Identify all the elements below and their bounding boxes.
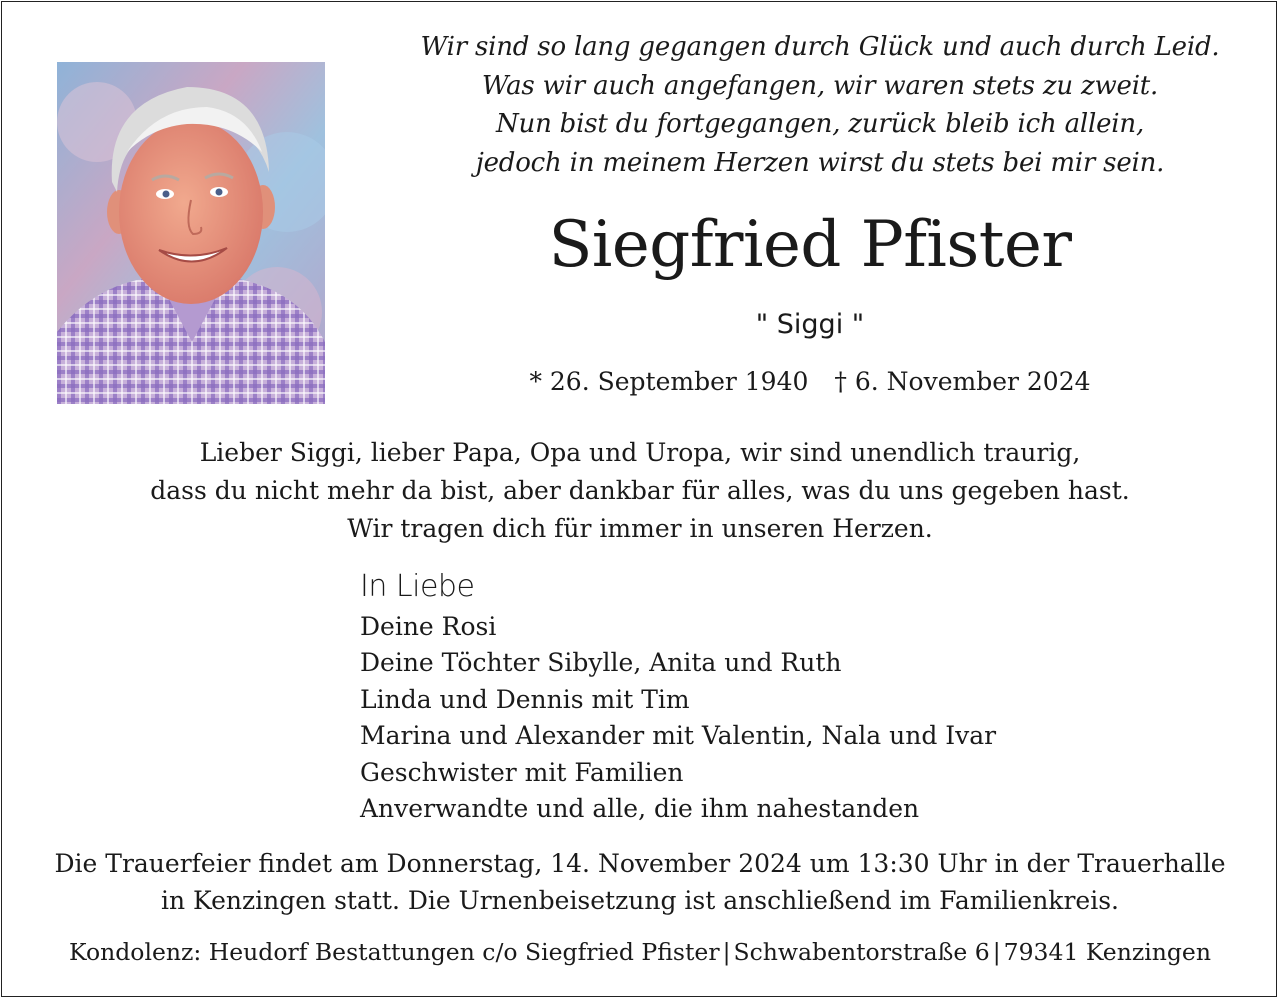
deceased-name: Siegfried Pfister xyxy=(548,208,1072,282)
poem-line: Wir sind so lang gegangen durch Glück und auch durch Leid. xyxy=(420,32,1220,62)
separator: | xyxy=(992,938,1001,966)
city-address: 79341 Kenzingen xyxy=(1003,938,1211,966)
poem-line: jedoch in meinem Herzen wirst du stets bei mir sein. xyxy=(475,147,1165,178)
birth-date: * 26. September 1940 xyxy=(529,367,809,396)
mourner-line: Geschwister mit Familien xyxy=(360,757,684,787)
mourner-line: Anverwandte und alle, die ihm nahestanden xyxy=(360,794,920,824)
condolence-recipient: Kondolenz: Heudorf Bestattungen c/o Siegfried Pfister xyxy=(69,938,720,966)
separator: | xyxy=(722,938,731,966)
portrait-photo xyxy=(57,62,325,404)
message-line: Lieber Siggi, lieber Papa, Opa und Uropa, wir sind unendlich traurig, xyxy=(199,438,1081,467)
life-dates xyxy=(370,362,1250,402)
condolence-address xyxy=(0,932,1280,972)
service-line: Die Trauerfeier findet am Donnerstag, 14. November 2024 um 13:30 Uhr in der Trauerhalle xyxy=(54,849,1226,878)
memorial-poem xyxy=(370,28,1270,182)
service-line: in Kenzingen statt. Die Urnenbeisetzung ist anschließend im Familienkreis. xyxy=(161,886,1119,915)
street-address: Schwabentorstraße 6 xyxy=(733,938,990,966)
mourners-list xyxy=(360,609,996,827)
message-line: dass du nicht mehr da bist, aber dankbar für alles, was du uns gegeben hast. xyxy=(150,476,1130,505)
mourner-line: Deine Rosi xyxy=(360,612,497,641)
poem-line: Nun bist du fortgegangen, zurück bleib ich allein, xyxy=(495,109,1145,139)
poem-line: Was wir auch angefangen, wir waren stets zu zweit. xyxy=(481,70,1159,101)
death-date: † 6. November 2024 xyxy=(834,367,1091,396)
deceased-nickname: " Siggi " xyxy=(755,309,865,340)
signoff-text: In Liebe xyxy=(360,569,475,604)
mourner-line: Deine Töchter Sibylle, Anita und Ruth xyxy=(360,648,842,678)
mourner-line: Linda und Dennis mit Tim xyxy=(360,684,690,714)
mourner-line: Marina und Alexander mit Valentin, Nala und Ivar xyxy=(360,721,997,751)
farewell-message xyxy=(0,434,1280,548)
service-announcement xyxy=(0,845,1280,919)
message-line: Wir tragen dich für immer in unseren Herzen. xyxy=(347,514,933,543)
